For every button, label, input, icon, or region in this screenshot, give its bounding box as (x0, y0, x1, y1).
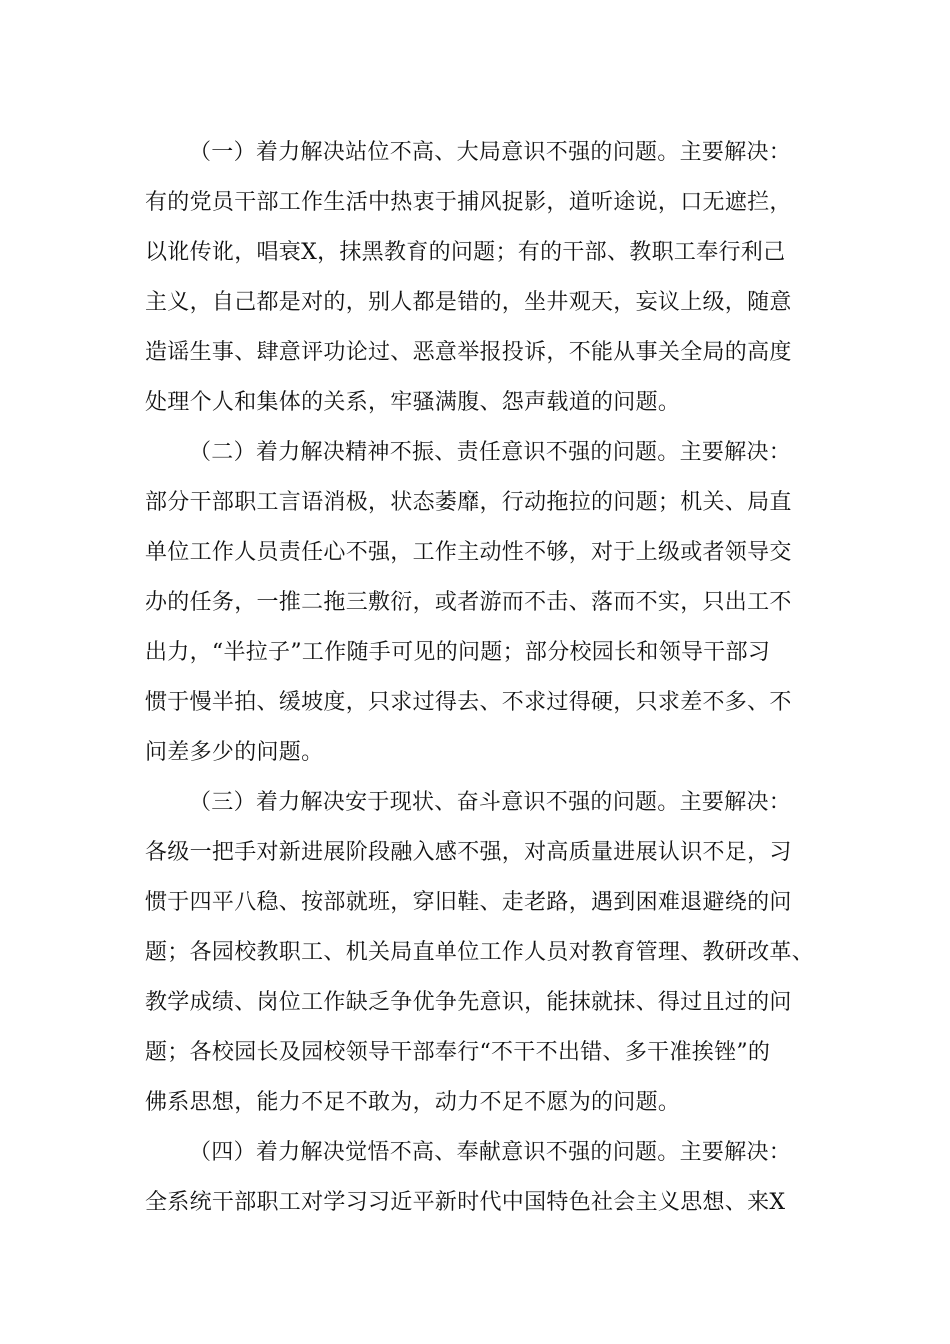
section-4-heading: （四）着力解决觉悟不高、奉献意识不强的问题。主要解决： (189, 1140, 792, 1165)
paragraph-line: 有的党员干部工作生活中热衷于捕风捉影，道听途说，口无遮拦， (145, 190, 792, 215)
section-3-heading: （三）着力解决安于现状、奋斗意识不强的问题。主要解决： (189, 790, 792, 815)
paragraph-line: 惯于四平八稳、按部就班，穿旧鞋、走老路，遇到困难退避绕的问 (145, 890, 792, 915)
paragraph-line: 惯于慢半拍、缓坡度，只求过得去、不求过得硬，只求差不多、不 (145, 690, 792, 715)
paragraph-line: 处理个人和集体的关系，牢骚满腹、怨声载道的问题。 (145, 390, 681, 415)
paragraph-line: 部分干部职工言语消极，状态萎靡，行动拖拉的问题；机关、局直 (145, 490, 792, 515)
paragraph-line: 以讹传讹，唱衰X，抹黑教育的问题；有的干部、教职工奉行利己 (145, 240, 786, 265)
paragraph-line: 佛系思想，能力不足不敢为，动力不足不愿为的问题。 (145, 1090, 681, 1115)
paragraph-line: 各级一把手对新进展阶段融入感不强，对高质量进展认识不足，习 (145, 840, 792, 865)
document-body (145, 128, 825, 1228)
paragraph-line: 问差多少的问题。 (145, 740, 324, 765)
paragraph-line: 造谣生事、肆意评功论过、恶意举报投诉，不能从事关全局的高度 (145, 340, 792, 365)
paragraph-line: 主义，自己都是对的，别人都是错的，坐井观天，妄议上级，随意 (145, 290, 792, 315)
paragraph-line: 全系统干部职工对学习习近平新时代中国特色社会主义思想、来X (145, 1190, 786, 1215)
paragraph-line: 出力，“半拉子”工作随手可见的问题；部分校园长和领导干部习 (145, 640, 771, 665)
section-2-heading: （二）着力解决精神不振、责任意识不强的问题。主要解决： (189, 440, 792, 465)
paragraph-line: 题；各园校教职工、机关局直单位工作人员对教育管理、教研改革、 (145, 940, 815, 965)
section-1-heading: （一）着力解决站位不高、大局意识不强的问题。主要解决： (189, 140, 792, 165)
paragraph-line: 题；各校园长及园校领导干部奉行“不干不出错、多干准挨锉”的 (145, 1040, 771, 1065)
paragraph-line: 单位工作人员责任心不强，工作主动性不够，对于上级或者领导交 (145, 540, 792, 565)
paragraph-line: 办的任务，一推二拖三敷衍，或者游而不击、落而不实，只出工不 (145, 590, 792, 615)
paragraph-line: 教学成绩、岗位工作缺乏争优争先意识，能抹就抹、得过且过的问 (145, 990, 792, 1015)
